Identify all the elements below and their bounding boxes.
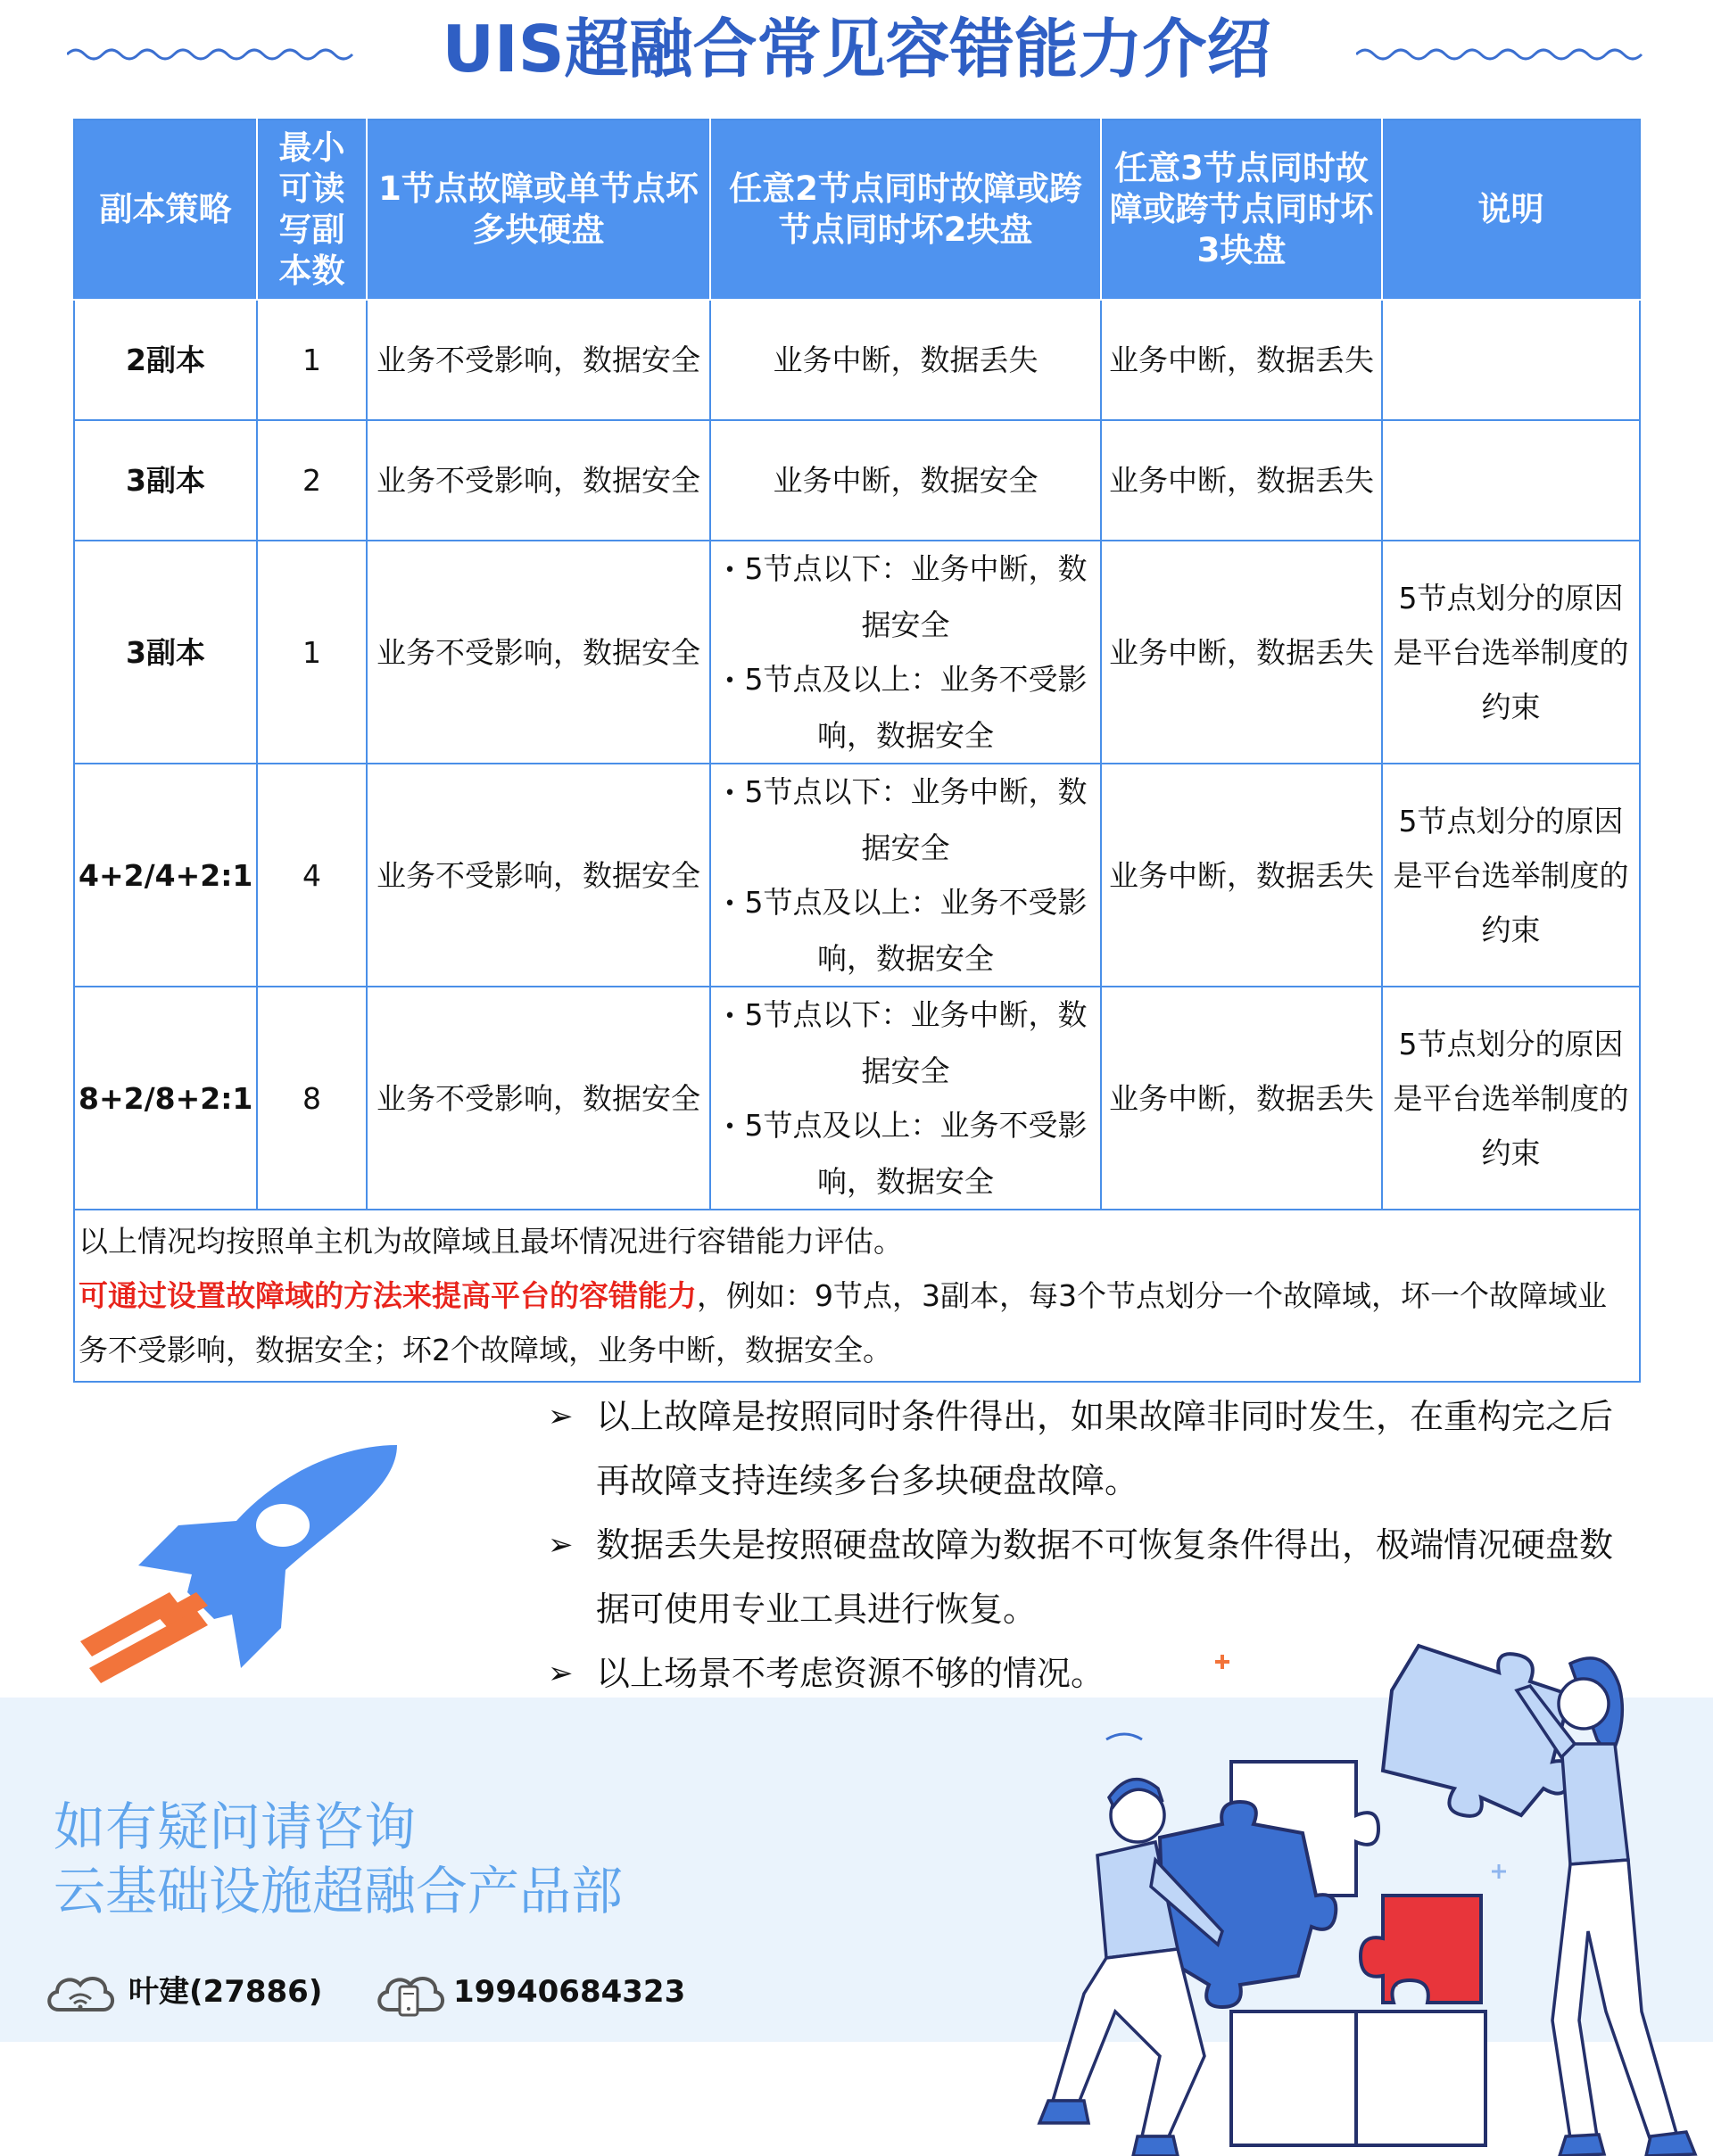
cell-note: 5节点划分的原因是平台选举制度的约束 (1382, 987, 1640, 1210)
page-title: UIS超融合常见容错能力介绍 (442, 12, 1271, 87)
cell-min: 4 (257, 764, 367, 987)
contact-heading (54, 1795, 623, 1923)
table-row (74, 420, 1640, 541)
cell-min: 1 (257, 541, 367, 764)
header-description: 说明 (1382, 120, 1640, 300)
contact-phone-number: 19940684323 (453, 1974, 686, 2010)
right-wave-decoration (1356, 45, 1646, 64)
cell-min: 2 (257, 420, 367, 541)
bullet-item: • 5节点及以上：业务不受影响，数据安全 (724, 662, 1088, 753)
cell-strategy: 8+2/8+2:1 (74, 987, 257, 1210)
footnote-highlight: 可通过设置故障域的方法来提高平台的容错能力 (79, 1278, 697, 1313)
cell-note (1382, 420, 1640, 541)
cell-one: 业务不受影响，数据安全 (367, 541, 710, 764)
cell-three: 业务中断，数据丢失 (1101, 300, 1382, 420)
cell-min: 8 (257, 987, 367, 1210)
bullet-item: • 5节点以下：业务中断，数据安全 (724, 997, 1088, 1088)
bullet-item: • 5节点以下：业务中断，数据安全 (724, 551, 1088, 642)
footnote-rest: ，例如：9节点，3副本，每3个节点划分一个故障域，坏一个故障域业务不受影响，数据安全；坏2个故障域，业务中断，数据安全。 (79, 1278, 1607, 1367)
table-footnote-row (74, 1210, 1640, 1382)
wifi-cloud-icon (43, 1967, 118, 2017)
table-row (74, 987, 1640, 1210)
note-item: ➢ 以上故障是按照同时条件得出，如果故障非同时发生，在重构完之后再故障支持连续多台多块硬盘故障。 (542, 1384, 1622, 1513)
table-header-row (74, 120, 1640, 300)
rocket-illustration (76, 1436, 415, 1695)
cell-one: 业务不受影响，数据安全 (367, 420, 710, 541)
header-one-node-failure: 1节点故障或单节点坏多块硬盘 (367, 120, 710, 300)
bullet-item: • 5节点以下：业务中断，数据安全 (724, 774, 1088, 865)
puzzle-people-illustration (999, 1637, 1713, 2156)
footnote-line1: 以上情况均按照单主机为故障域且最坏情况进行容错能力评估。 (79, 1224, 903, 1259)
cell-three: 业务中断，数据丢失 (1101, 987, 1382, 1210)
table-footnote (74, 1210, 1640, 1382)
cell-two (710, 541, 1101, 764)
table-row (74, 764, 1640, 987)
cell-three: 业务中断，数据丢失 (1101, 541, 1382, 764)
contact-person (43, 1967, 382, 2017)
arrow-bullet-icon: ➢ (548, 1399, 574, 1434)
header-three-node-failure: 任意3节点同时故障或跨节点同时坏3块盘 (1101, 120, 1382, 300)
contact-phone (373, 1967, 686, 2017)
cell-two: 业务中断，数据丢失 (710, 300, 1101, 420)
cell-one: 业务不受影响，数据安全 (367, 764, 710, 987)
cell-two (710, 764, 1101, 987)
cell-strategy: 2副本 (74, 300, 257, 420)
footnote-line2 (79, 1268, 1635, 1377)
cell-note: 5节点划分的原因是平台选举制度的约束 (1382, 764, 1640, 987)
bullet-item: • 5节点及以上：业务不受影响，数据安全 (724, 885, 1088, 976)
contact-line1: 如有疑问请咨询 (54, 1797, 417, 1857)
cell-min: 1 (257, 300, 367, 420)
phone-icon (373, 1967, 448, 2017)
cell-three: 业务中断，数据丢失 (1101, 420, 1382, 541)
bullet-item: • 5节点及以上：业务不受影响，数据安全 (724, 1108, 1088, 1199)
note-item: ➢ 数据丢失是按照硬盘故障为数据不可恢复条件得出，极端情况硬盘数据可使用专业工具进行恢复。 (542, 1513, 1622, 1641)
cell-one: 业务不受影响，数据安全 (367, 300, 710, 420)
cell-two (710, 987, 1101, 1210)
contact-person-name: 叶建(27886) (128, 1974, 323, 2010)
cell-note: 5节点划分的原因是平台选举制度的约束 (1382, 541, 1640, 764)
cell-one: 业务不受影响，数据安全 (367, 987, 710, 1210)
note-item: ➢ 以上场景不考虑资源不够的情况。 (542, 1641, 1622, 1706)
table-row (74, 541, 1640, 764)
cell-strategy: 3副本 (74, 541, 257, 764)
fault-tolerance-table (73, 119, 1641, 1383)
cell-note (1382, 300, 1640, 420)
contact-line2: 云基础设施超融合产品部 (54, 1861, 624, 1921)
arrow-bullet-icon: ➢ (548, 1527, 574, 1563)
cell-two: 业务中断，数据安全 (710, 420, 1101, 541)
cell-strategy: 4+2/4+2:1 (74, 764, 257, 987)
table-row (74, 300, 1640, 420)
header-two-node-failure: 任意2节点同时故障或跨节点同时坏2块盘 (710, 120, 1101, 300)
cell-three: 业务中断，数据丢失 (1101, 764, 1382, 987)
cell-strategy: 3副本 (74, 420, 257, 541)
header-strategy: 副本策略 (74, 120, 257, 300)
arrow-bullet-icon: ➢ (548, 1656, 574, 1691)
header-min-replicas: 最小可读写副本数 (257, 120, 367, 300)
